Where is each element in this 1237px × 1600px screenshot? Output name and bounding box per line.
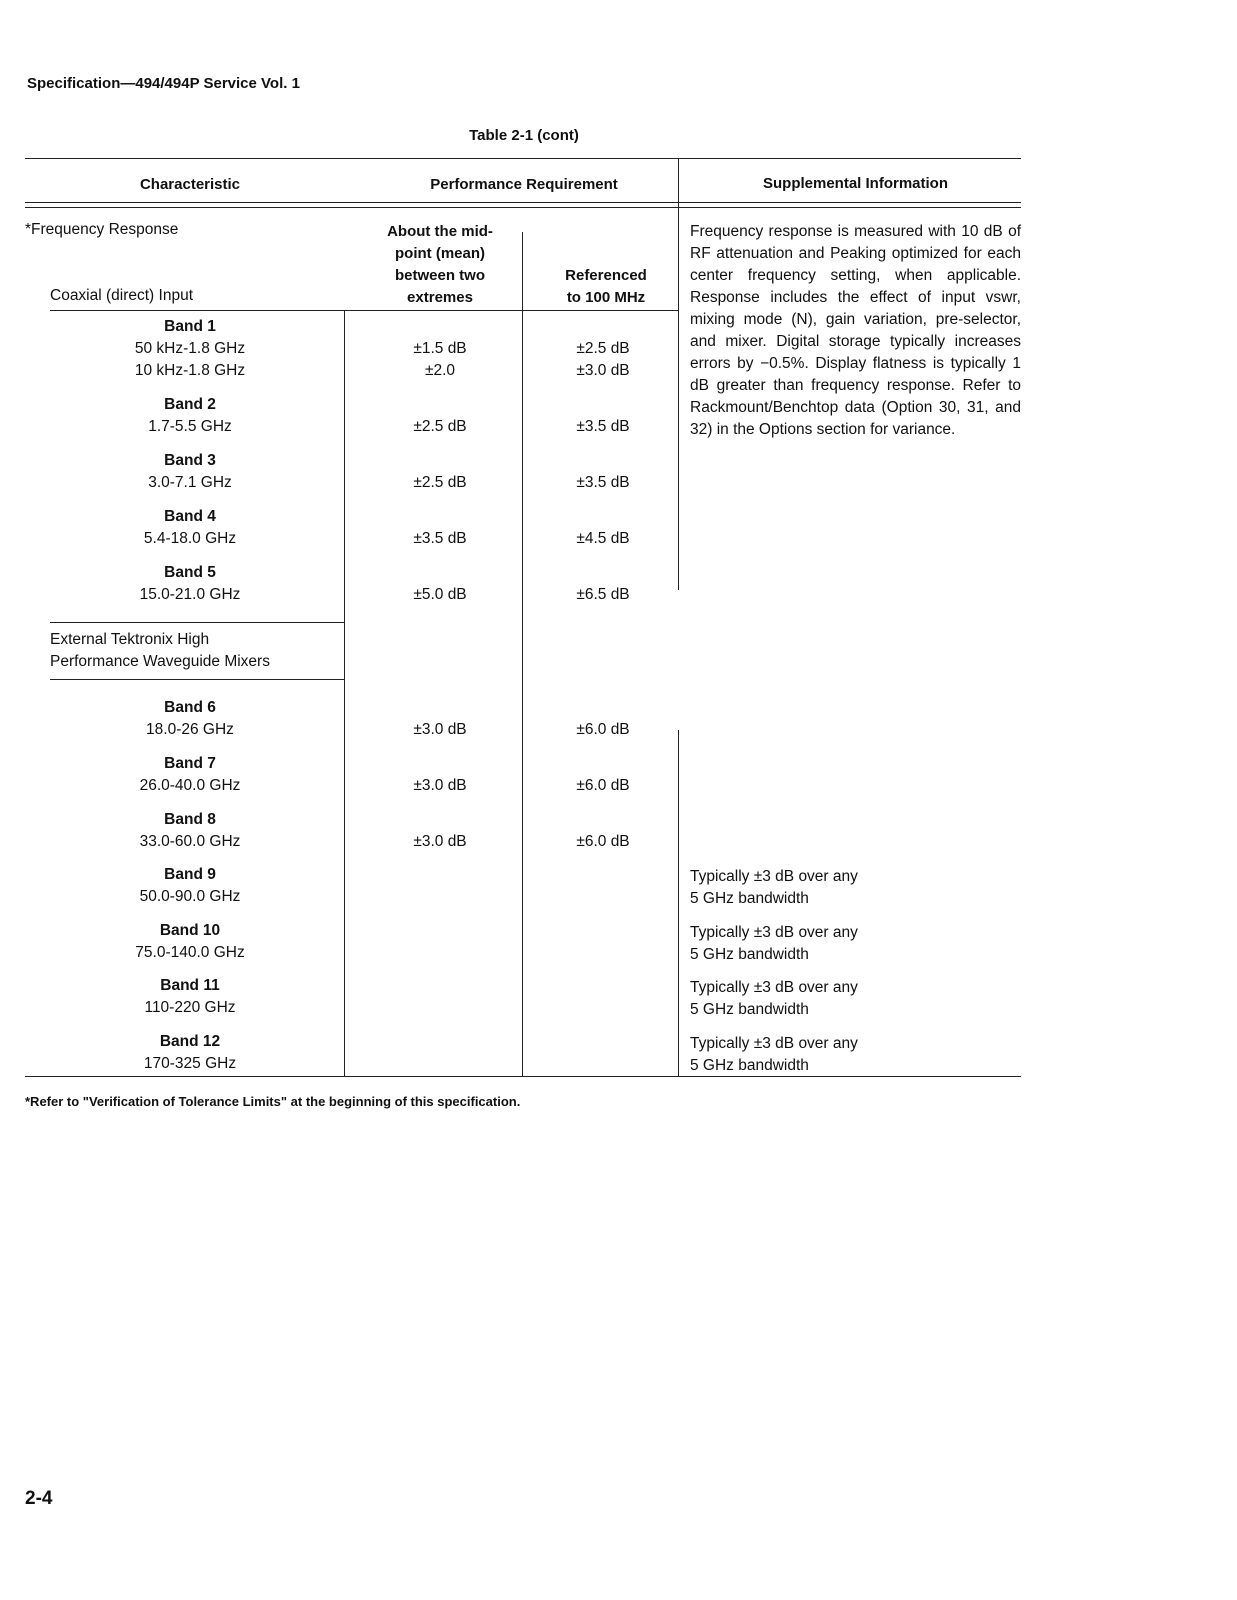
referenced-value: ±6.5 dB [576,586,630,603]
table-caption: Table 2-1 (cont) [469,127,579,144]
band-name: Band 7 [164,755,216,772]
band-name: Band 8 [164,811,216,828]
column-header-supplemental: Supplemental Information [762,175,948,192]
band-range: 3.0-7.1 GHz [148,474,232,491]
band-name: Band 10 [159,922,221,939]
footnote: *Refer to "Verification of Tolerance Limits" at the beginning of this specification. [25,1094,521,1109]
external-bottom-rule [50,679,344,680]
external-top-rule [50,622,344,623]
referenced-value: ±6.0 dB [576,721,630,738]
band-range: 5.4-18.0 GHz [143,530,237,547]
supplemental-divider-lower [678,730,679,1076]
band-name: Band 11 [160,977,220,994]
referenced-value: ±3.5 dB [576,474,630,491]
band-range: 10 kHz-1.8 GHz [134,362,246,379]
header-rule-2 [25,207,1021,208]
table-top-rule [25,158,1021,159]
column-header-characteristic: Characteristic [139,176,241,193]
midpoint-value: ±3.0 dB [413,833,467,850]
band-note: Typically ±3 dB over any 5 GHz bandwidth [690,979,858,1018]
subheader-midpoint: About the mid- point (mean) between two extremes [387,223,493,306]
band-range: 170-325 GHz [143,1055,237,1072]
referenced-value: ±4.5 dB [576,530,630,547]
band-range: 50.0-90.0 GHz [139,888,241,905]
band-range: 110-220 GHz [144,999,236,1016]
subheader-referenced: Referenced to 100 MHz [565,267,647,306]
midpoint-value: ±1.5 dB [413,340,467,357]
supplemental-paragraph: Frequency response is measured with 10 dB of RF attenuation and Peaking optimized for each center frequency setting, when applicable. Response includes the effect of input vswr, mixing mode (N), gain variation, pre-selector, and mixer. Digital storage typically increases errors by −0.5%. Display flatness is typically 1 dB greater than frequency response. Refer to Rackmount/Benchtop data (Option 30, 31, and 32) in the Options section for variance. [690,223,1021,438]
section-title: *Frequency Response [25,221,179,238]
coaxial-input-label: Coaxial (direct) Input [50,287,194,304]
characteristic-divider [344,310,345,1076]
band-name: Band 6 [164,699,216,716]
external-mixers-label: External Tektronix High Performance Waveguide Mixers [50,631,270,670]
referenced-value: ±6.0 dB [576,777,630,794]
performance-subdivider [522,232,523,1076]
band-range: 26.0-40.0 GHz [139,777,241,794]
running-header: Specification—494/494P Service Vol. 1 [27,75,300,92]
referenced-value: ±3.5 dB [576,418,630,435]
band-range: 75.0-140.0 GHz [135,944,245,961]
referenced-value: ±3.0 dB [576,362,630,379]
page-number: 2-4 [25,1488,53,1509]
column-header-performance: Performance Requirement [430,176,618,193]
band-note: Typically ±3 dB over any 5 GHz bandwidth [690,868,858,907]
supplemental-divider [678,158,679,590]
band-note: Typically ±3 dB over any 5 GHz bandwidth [690,924,858,963]
band-name: Band 2 [164,396,216,413]
band-name: Band 5 [164,564,216,581]
band-range: 1.7-5.5 GHz [148,418,232,435]
band-range: 50 kHz-1.8 GHz [134,340,246,357]
header-rule-1 [25,202,1021,203]
midpoint-value: ±2.5 dB [413,418,467,435]
band-range: 18.0-26 GHz [146,721,234,738]
band-name: Band 9 [164,866,216,883]
subheader-rule [50,310,678,311]
band-name: Band 3 [164,452,216,469]
band-range: 33.0-60.0 GHz [139,833,241,850]
midpoint-value: ±5.0 dB [413,586,467,603]
midpoint-value: ±2.0 [424,362,456,379]
band-range: 15.0-21.0 GHz [139,586,241,603]
referenced-value: ±2.5 dB [576,340,630,357]
band-name: Band 1 [164,318,216,335]
midpoint-value: ±3.0 dB [413,721,467,738]
midpoint-value: ±3.5 dB [413,530,467,547]
band-name: Band 12 [159,1033,221,1050]
band-note: Typically ±3 dB over any 5 GHz bandwidth [690,1035,858,1074]
band-name: Band 4 [164,508,216,525]
table-bottom-rule [25,1076,1021,1077]
midpoint-value: ±3.0 dB [413,777,467,794]
midpoint-value: ±2.5 dB [413,474,467,491]
referenced-value: ±6.0 dB [576,833,630,850]
